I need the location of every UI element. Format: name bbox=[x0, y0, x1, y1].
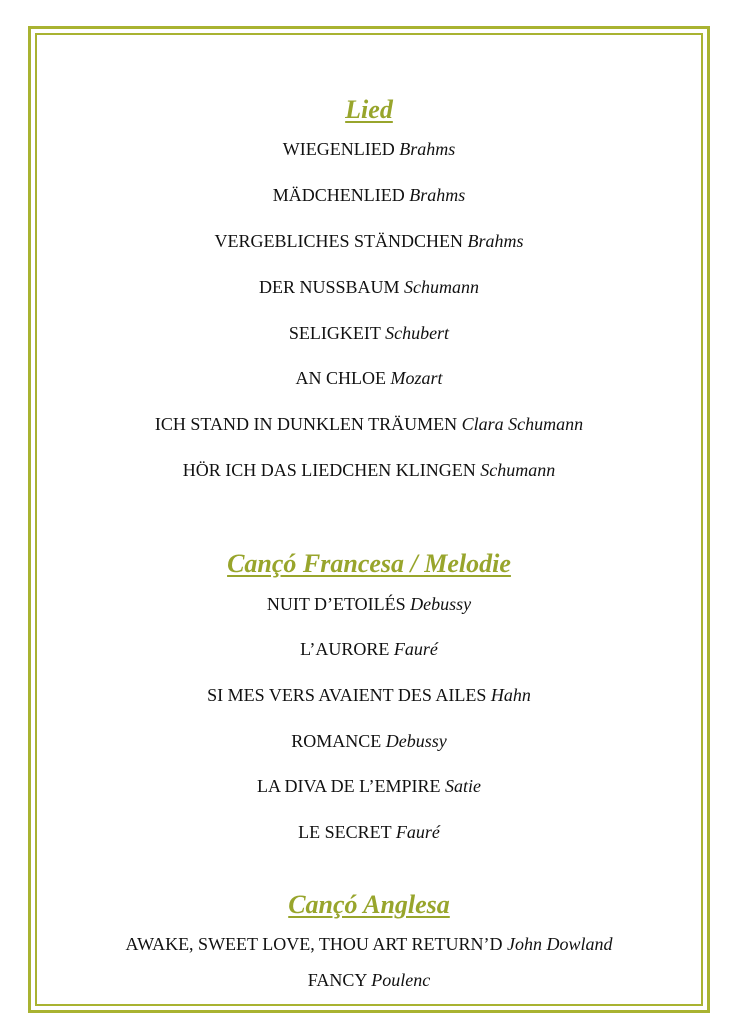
program-item bbox=[35, 593, 703, 615]
piece-title: FANCY bbox=[307, 970, 367, 990]
composer-name: Brahms bbox=[467, 231, 524, 251]
piece-title: LA DIVA DE L’EMPIRE bbox=[256, 776, 441, 796]
composer-name: Hahn bbox=[490, 685, 531, 705]
composer-name: Fauré bbox=[395, 822, 440, 842]
program-content bbox=[35, 33, 703, 1006]
program-item bbox=[35, 413, 703, 435]
program-item bbox=[35, 322, 703, 344]
composer-name: Schumann bbox=[480, 460, 556, 480]
program-item bbox=[35, 230, 703, 252]
program-item bbox=[35, 969, 703, 991]
composer-name: Schumann bbox=[404, 277, 480, 297]
program-item bbox=[35, 367, 703, 389]
composer-name: Mozart bbox=[390, 368, 443, 388]
composer-name: Clara Schumann bbox=[461, 414, 584, 434]
piece-title: L’AURORE bbox=[300, 639, 390, 659]
piece-title: SELIGKEIT bbox=[288, 323, 381, 343]
composer-name: Debussy bbox=[410, 594, 472, 614]
composer-name: Brahms bbox=[399, 139, 456, 159]
composer-name: Poulenc bbox=[371, 970, 431, 990]
section-heading-lied: Lied bbox=[345, 95, 393, 124]
piece-title: VERGEBLICHES STÄNDCHEN bbox=[214, 231, 463, 251]
piece-title: AWAKE, SWEET LOVE, THOU ART RETURN’D bbox=[125, 934, 503, 954]
composer-name: Fauré bbox=[393, 639, 438, 659]
program-item bbox=[35, 184, 703, 206]
program-item bbox=[35, 775, 703, 797]
program-item bbox=[35, 821, 703, 843]
piece-title: ICH STAND IN DUNKLEN TRÄUMEN bbox=[154, 414, 458, 434]
composer-name: Satie bbox=[445, 776, 481, 796]
piece-title: ROMANCE bbox=[291, 731, 382, 751]
composer-name: Debussy bbox=[385, 731, 447, 751]
program-item bbox=[35, 138, 703, 160]
program-item bbox=[35, 933, 703, 955]
program-item bbox=[35, 684, 703, 706]
piece-title: HÖR ICH DAS LIEDCHEN KLINGEN bbox=[182, 460, 476, 480]
piece-title: AN CHLOE bbox=[295, 368, 386, 388]
piece-title: LE SECRET bbox=[298, 822, 392, 842]
program-item bbox=[35, 459, 703, 481]
piece-title: SI MES VERS AVAIENT DES AILES bbox=[207, 685, 487, 705]
piece-title: MÄDCHENLIED bbox=[272, 185, 405, 205]
composer-name: Brahms bbox=[409, 185, 466, 205]
composer-name: John Dowland bbox=[506, 934, 613, 954]
program-item bbox=[35, 730, 703, 752]
program-item bbox=[35, 638, 703, 660]
piece-title: WIEGENLIED bbox=[282, 139, 395, 159]
piece-title: DER NUSSBAUM bbox=[258, 277, 400, 297]
piece-title: NUIT D’ETOILÉS bbox=[266, 594, 406, 614]
section-heading-english: Cançó Anglesa bbox=[288, 890, 450, 919]
composer-name: Schubert bbox=[385, 323, 450, 343]
section-heading-french: Cançó Francesa / Melodie bbox=[227, 549, 511, 578]
program-item bbox=[35, 276, 703, 298]
